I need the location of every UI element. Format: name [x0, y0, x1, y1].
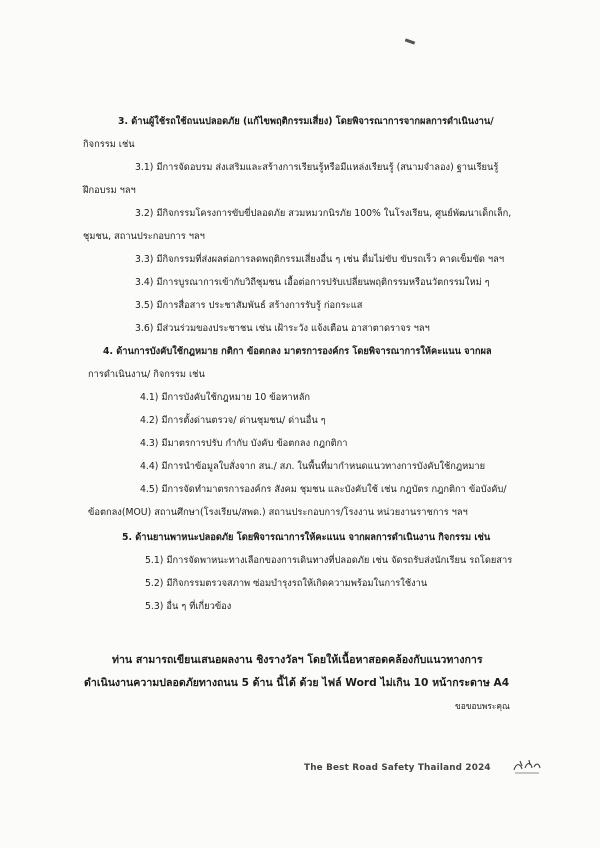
closing-thanks: ขอขอบพระคุณ [455, 701, 510, 711]
section3-item: 3.6) มีส่วนร่วมของประชาชน เช่น เฝ้าระวัง แจ้งเตือน อาสาตาดราจร ฯลฯ [135, 323, 430, 334]
section4-item: 4.5) มีการจัดทำมาตรการองค์กร สังคม ชุมชน และบังคับใช้ เช่น กฎบัตร กฎกติกา ข้อบังคับ/ [140, 484, 507, 495]
section5-item: 5.2) มีกิจกรรมตรวจสภาพ ซ่อมบำรุงรถให้เกิดความพร้อมในการใช้งาน [145, 578, 428, 589]
section4-item: 4.2) มีการตั้งด่านตรวจ/ ด่านชุมชน/ ด่านอื่น ๆ [140, 415, 326, 426]
section3-item: ชุมชน, สถานประกอบการ ฯลฯ [83, 231, 205, 242]
section3-item: 3.4) มีการบูรณาการเข้ากับวิถีชุมชน เอื้อต่อการปรับเปลี่ยนพฤติกรรมหรือนวัตกรรมใหม่ ๆ [135, 277, 490, 288]
section4-item: ข้อตกลง(MOU) สถานศึกษา(โรงเรียน/สพด.) สถานประกอบการ/โรงงาน หน่วยงานราชการ ฯลฯ [88, 507, 468, 518]
stray-mark [405, 38, 415, 44]
section3-item: 3.3) มีกิจกรรมที่ส่งผลต่อการลดพฤติกรรมเสี่ยงอื่น ๆ เช่น ดื่มไม่ขับ ขับรถเร็ว คาดเข็มขัด ฯลฯ [135, 254, 505, 265]
section3-item: 3.2) มีกิจกรรมโครงการขับขี่ปลอดภัย สวมหมวกนิรภัย 100% ในโรงเรียน, ศูนย์พัฒนาเด็กเล็ก, [135, 208, 512, 219]
section3-item: ฝึกอบรม ฯลฯ [83, 185, 136, 196]
section3-heading-cont: กิจกรรม เช่น [83, 139, 135, 150]
footer-logo-icon [511, 758, 543, 776]
closing-line-2: ดำเนินงานความปลอดภัยทางถนน 5 ด้าน นี้ได้ ด้วย ไฟล์ Word ไม่เกิน 10 หน้ากระดาษ A4 [84, 677, 510, 689]
footer-text: The Best Road Safety Thailand 2024 [304, 763, 491, 773]
section5-heading: 5. ด้านยานพาหนะปลอดภัย โดยพิจารณาการให้คะแนน จากผลการดำเนินงาน กิจกรรม เช่น [122, 532, 491, 543]
section4-heading: 4. ด้านการบังคับใช้กฎหมาย กติกา ข้อตกลง มาตรการองค์กร โดยพิจารณาการให้คะแนน จากผล [103, 346, 492, 357]
section3-heading: 3. ด้านผู้ใช้รถใช้ถนนปลอดภัย (แก้ไขพฤติกรรมเสี่ยง) โดยพิจารณาการจากผลการดำเนินงาน/ [118, 116, 494, 127]
section4-item: 4.3) มีมาตรการปรับ กำกับ บังคับ ข้อตกลง กฎกติกา [140, 438, 348, 449]
section4-item: 4.1) มีการบังคับใช้กฎหมาย 10 ข้อหาหลัก [140, 392, 311, 403]
section5-item: 5.3) อื่น ๆ ที่เกี่ยวข้อง [145, 601, 232, 612]
section3-item: 3.1) มีการจัดอบรม ส่งเสริมและสร้างการเรียนรู้หรือมีแหล่งเรียนรู้ (สนามจำลอง) ฐานเรียนรู้ [135, 162, 499, 173]
section4-heading-cont: การดำเนินงาน/ กิจกรรม เช่น [88, 369, 205, 380]
section3-item: 3.5) มีการสื่อสาร ประชาสัมพันธ์ สร้างการรับรู้ ก่อกระแส [135, 300, 363, 311]
section4-item: 4.4) มีการนำข้อมูลใบสั่งจาก สน./ สภ. ในพื้นที่มากำหนดแนวทางการบังคับใช้กฎหมาย [140, 461, 486, 472]
section5-item: 5.1) มีการจัดพาหนะทางเลือกของการเดินทางที่ปลอดภัย เช่น จัดรถรับส่งนักเรียน รถโดยสาร [145, 555, 513, 566]
closing-line-1: ท่าน สามารถเขียนเสนอผลงาน ชิงรางวัลฯ โดยให้เนื้อหาสอดคล้องกับแนวทางการ [112, 654, 483, 666]
